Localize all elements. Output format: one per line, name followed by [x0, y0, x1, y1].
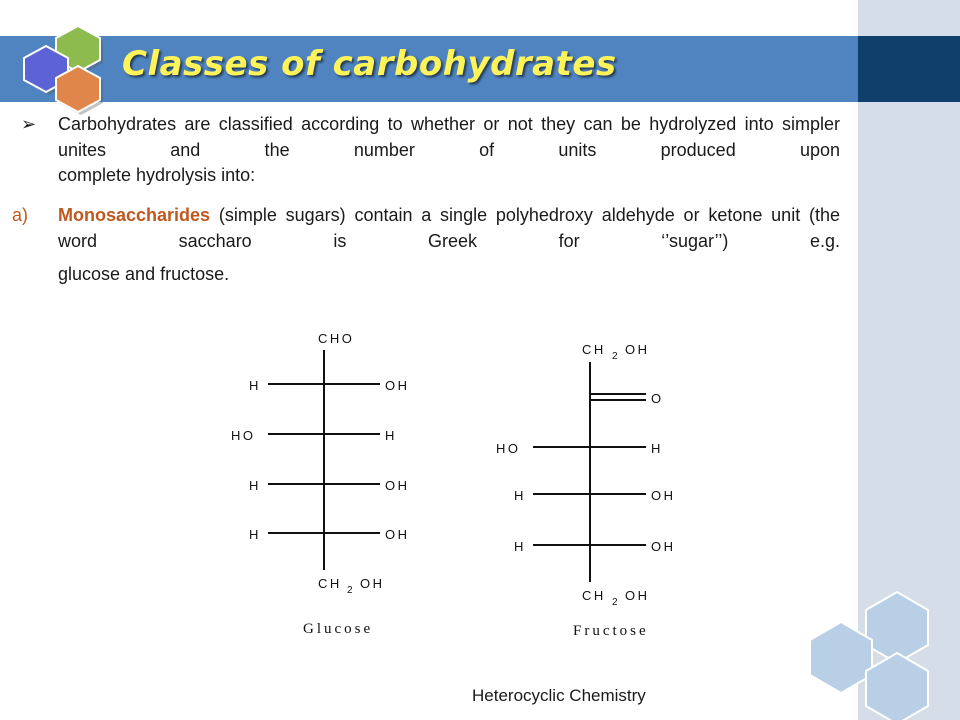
fructose-top-ch: CH	[582, 342, 606, 357]
fructose-row3-left: H	[514, 539, 526, 554]
bullet-text-last: complete hydrolysis into:	[58, 165, 256, 185]
glucose-row3-left: H	[249, 478, 261, 493]
fructose-row	[514, 488, 676, 503]
glucose-row3-right: OH	[385, 478, 410, 493]
glucose-row	[249, 478, 410, 493]
fructose-bottom-oh: OH	[625, 588, 650, 603]
glucose-row1-left: H	[249, 378, 261, 393]
fructose-top-oh: OH	[625, 342, 650, 357]
fructose-caption: Fructose	[573, 623, 649, 639]
glucose-top-group: CHO	[318, 331, 355, 346]
glucose-structure	[231, 331, 410, 637]
glucose-row1-right: OH	[385, 378, 410, 393]
glucose-row4-right: OH	[385, 527, 410, 542]
fructose-bottom-ch: CH	[582, 588, 606, 603]
glucose-row2-left: HO	[231, 428, 256, 443]
fructose-row	[514, 539, 676, 554]
glucose-row	[249, 378, 410, 393]
bullet-arrow-icon: ➢	[21, 114, 37, 134]
fructose-row3-right: OH	[651, 539, 676, 554]
item-a-text-last: glucose and fructose.	[58, 264, 230, 284]
glucose-row	[231, 428, 397, 443]
fructose-row2-right: OH	[651, 488, 676, 503]
glucose-bottom-sub: 2	[347, 585, 353, 596]
fructose-row1-left: HO	[496, 441, 521, 456]
glucose-bottom-oh: OH	[360, 576, 385, 591]
hexagon-cluster-decor-icon	[810, 592, 928, 720]
footer-text: Heterocyclic Chemistry	[472, 686, 646, 705]
glucose-caption: Glucose	[303, 621, 374, 637]
fructose-row2-left: H	[514, 488, 526, 503]
item-a-marker: a)	[12, 205, 29, 225]
item-a-keyword: Monosaccharides	[58, 205, 211, 225]
glucose-row4-left: H	[249, 527, 261, 542]
bullet-text-main: Carbohydrates are classified according to whether or not they can be hydrolyzed into simpler unites and the number of units produced upon	[58, 114, 840, 160]
glucose-row2-right: H	[385, 428, 397, 443]
fructose-bottom-sub: 2	[612, 597, 618, 608]
fructose-carbonyl-o: O	[651, 391, 664, 406]
fructose-row	[496, 441, 663, 456]
slide-title: Classes of carbohydrates	[122, 44, 617, 84]
fructose-top-sub: 2	[612, 351, 618, 362]
fructose-structure	[496, 342, 676, 639]
glucose-bottom-ch: CH	[318, 576, 342, 591]
glucose-row	[249, 527, 410, 542]
item-a-text-main: (simple sugars) contain a single polyhedroxy aldehyde or ketone unit (the word saccharo is Greek for ‘’sugar’’) e.g.	[58, 205, 840, 251]
fructose-row1-right: H	[651, 441, 663, 456]
